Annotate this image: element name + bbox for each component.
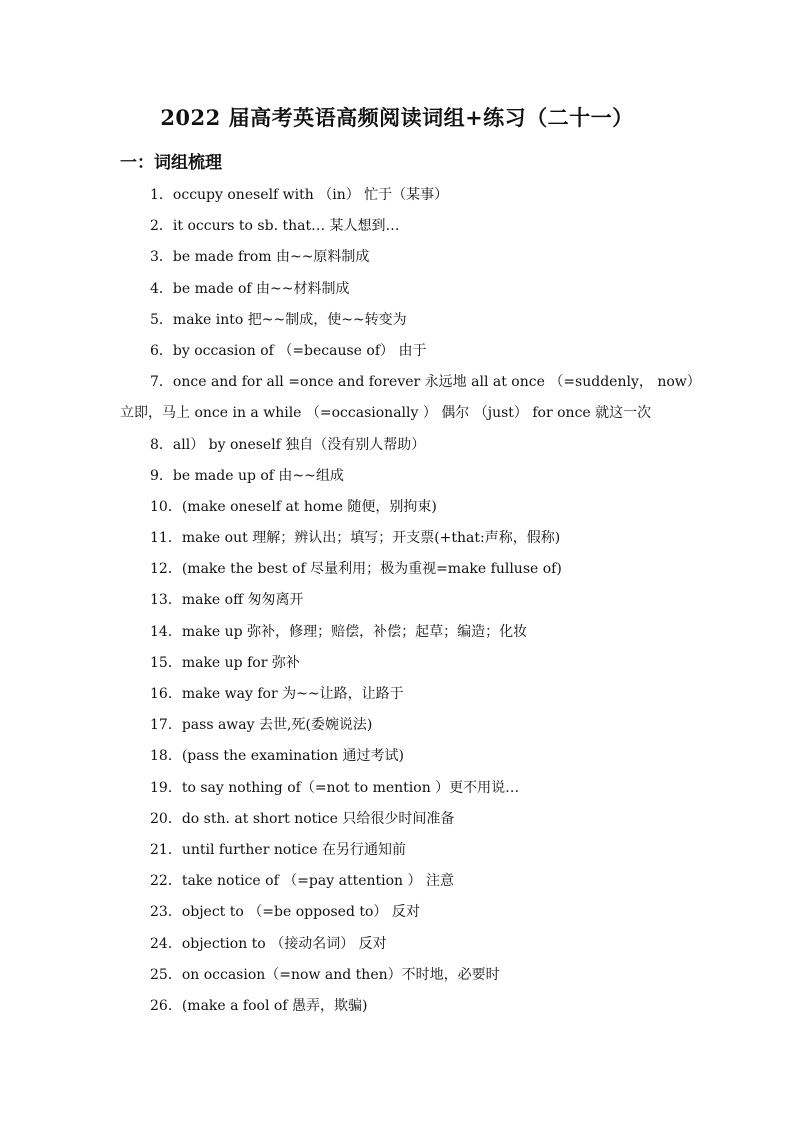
item-text: make into 把~~制成，使~~转变为: [172, 311, 407, 328]
item-text: be made up of 由~~组成: [172, 467, 344, 484]
item-text: (make a fool of 愚弄，欺骗): [181, 997, 368, 1014]
item-text: occupy oneself with （in） 忙于（某事）: [172, 187, 449, 203]
item-text: (pass the examination 通过考试): [181, 748, 404, 765]
list-item: [120, 305, 680, 336]
item-text: (make the best of 尽量利用；极为重视=make fulluse of): [181, 561, 562, 578]
item-text: make way for 为~~让路，让路于: [181, 686, 404, 703]
list-item: [120, 492, 680, 523]
list-item: [120, 461, 680, 492]
item-text: pass away 去世,死(委婉说法): [181, 717, 373, 734]
item-text: to say nothing of（=not to mention ）更不用说…: [181, 779, 520, 796]
item-text: until further notice 在另行通知前: [181, 841, 406, 858]
item-number: 8．: [150, 436, 173, 453]
list-item: [120, 242, 680, 273]
item-number: 7．: [150, 374, 173, 391]
item-number: 24．: [150, 935, 182, 952]
item-text: by occasion of （=because of） 由于: [172, 342, 427, 359]
item-number: 4．: [150, 280, 173, 297]
item-text: take notice of （=pay attention ） 注意: [181, 873, 454, 890]
item-text: once and for all =once and forever 永远地 all at once （=suddenly， now）: [172, 374, 701, 391]
item-number: 12．: [150, 561, 182, 578]
item-number: 1．: [150, 187, 173, 203]
item-text: make out 理解；辨认出；填写；开支票(+that:声称，假称): [181, 530, 561, 547]
item-number: 10．: [150, 498, 182, 515]
item-number: 26．: [150, 997, 182, 1014]
item-text: do sth. at short notice 只给很少时间准备: [181, 810, 455, 827]
item-number: 6．: [150, 342, 173, 359]
list-item: [120, 430, 680, 461]
list-item: [120, 897, 680, 928]
item-text: be made of 由~~材料制成: [172, 280, 350, 297]
list-item: [120, 523, 680, 554]
item-number: 18．: [150, 748, 182, 765]
phrase-list: [120, 180, 701, 1022]
item-text: object to （=be opposed to） 反对: [181, 904, 420, 921]
item-number: 20．: [150, 810, 182, 827]
item-text: it occurs to sb. that… 某人想到…: [172, 218, 400, 235]
item-number: 15．: [150, 654, 182, 671]
list-item: [120, 617, 680, 648]
item-text: make off 匆匆离开: [181, 592, 304, 609]
list-item: [120, 211, 680, 242]
item-number: 21．: [150, 841, 182, 858]
item-text-continued: 立即，马上 once in a while （=occasionally ） 偶尔 （just） for once 就这一次: [120, 405, 652, 422]
list-item: [120, 710, 680, 741]
item-text: be made from 由~~原料制成: [172, 249, 370, 266]
list-item: [120, 274, 680, 305]
item-number: 9．: [150, 467, 173, 484]
item-number: 16．: [150, 686, 182, 703]
item-number: 2．: [150, 218, 173, 235]
list-item: [120, 648, 680, 679]
list-item: [120, 804, 680, 835]
list-item: [120, 554, 680, 585]
list-item: [120, 835, 680, 866]
page-title: 2022 届高考英语高频阅读词组+练习（二十一）: [160, 105, 634, 130]
item-number: 17．: [150, 717, 182, 734]
list-item: [120, 336, 680, 367]
item-number: 14．: [150, 623, 182, 640]
item-number: 5．: [150, 311, 173, 328]
item-number: 11．: [150, 530, 182, 547]
item-number: 3．: [150, 249, 173, 266]
item-text: (make oneself at home 随便，别拘束): [181, 498, 437, 515]
list-item: [120, 679, 680, 710]
item-number: 23．: [150, 904, 182, 921]
item-number: 13．: [150, 592, 182, 609]
section-heading: 一：词组梳理: [120, 153, 222, 173]
item-text: all） by oneself 独自（没有别人帮助）: [172, 436, 426, 453]
list-item: [120, 866, 680, 897]
item-number: 25．: [150, 966, 182, 983]
item-text: on occasion（=now and then）不时地，必要时: [181, 966, 500, 983]
item-text: make up for 弥补: [181, 654, 300, 671]
item-text: make up 弥补，修理；赔偿，补偿；起草；编造；化妆: [181, 623, 528, 640]
item-number: 19．: [150, 779, 182, 796]
list-item: [120, 960, 680, 991]
list-item: [120, 991, 680, 1022]
list-item: [120, 773, 680, 804]
list-item: [120, 929, 680, 960]
list-item: [120, 741, 680, 772]
item-text: objection to （接动名词） 反对: [181, 935, 387, 952]
list-item: [120, 180, 680, 211]
item-number: 22．: [150, 873, 182, 890]
list-item: [120, 367, 701, 429]
list-item: [120, 585, 680, 616]
